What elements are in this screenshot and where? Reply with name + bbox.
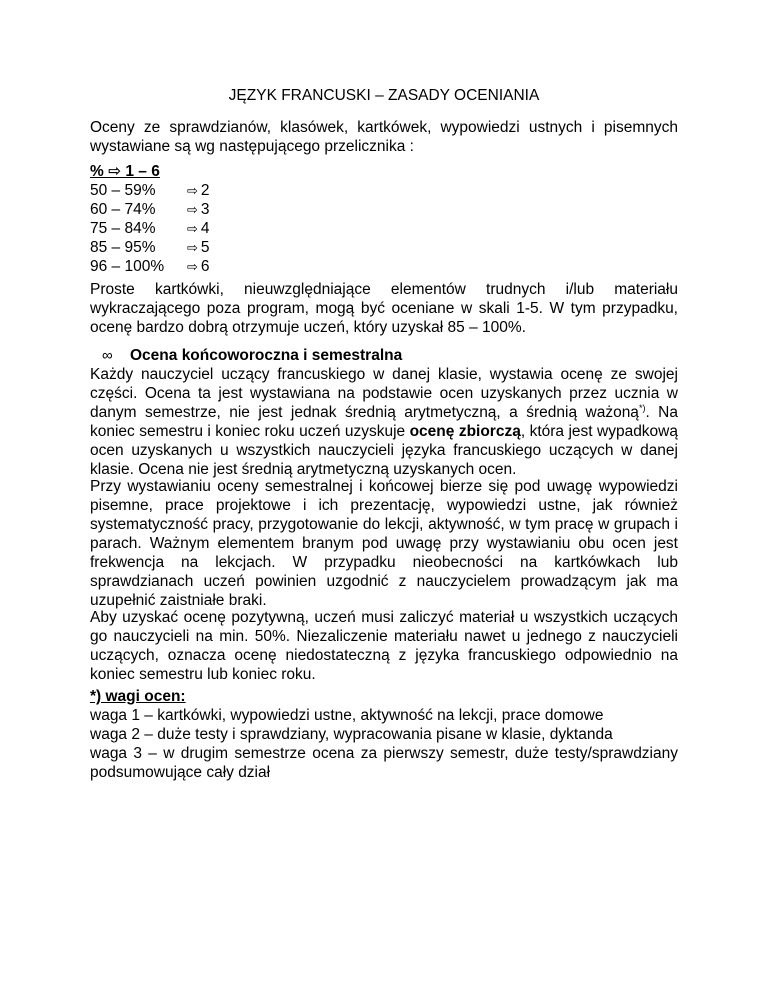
footnote-marker: *) [638,403,646,413]
weight-1-line: waga 1 – kartkówki, wypowiedzi ustne, aktywność na lekcji, prace domowe [90,707,604,724]
scale-row [90,257,290,276]
scale-range: 75 – 84% [90,220,156,237]
final-grade-bold: ocenę zbiorczą [409,423,521,440]
arrow-right-icon: ⇨ [187,259,198,274]
scale-grade [187,219,210,238]
scale-row [90,219,290,238]
final-grade-text-c: , która jest wypadkową ocen uzyskanych u wszystkich nauczycieli języka francuskiego uczących w danej klasie. Ocena nie jest średnią arytmetyczną uzyskanych ocen. [90,423,678,478]
scale-range: 85 – 95% [90,239,156,256]
arrow-right-icon: ⇨ [187,240,198,255]
scale-row [90,181,290,200]
grade-value: 2 [200,182,210,199]
scale-row [90,238,290,257]
scale-grade [187,181,210,200]
intro-paragraph: Oceny ze sprawdzianów, klasówek, kartkówek, wypowiedzi ustnych i pisemnych wystawiane są wg następującego przelicznika : [90,119,678,155]
scale-row [90,200,290,219]
arrow-right-icon: ⇨ [187,221,198,236]
scale-grade [187,257,210,276]
scale-range: 60 – 74% [90,201,156,218]
grade-value: 3 [200,201,210,218]
grade-value: 6 [200,258,210,275]
scale-header: % ⇨ 1 – 6 [90,163,160,180]
scale-grade [187,238,210,257]
weight-2-line: waga 2 – duże testy i sprawdziany, wypracowania pisane w klasie, dyktanda [90,726,613,743]
scale-range: 96 – 100% [90,258,165,275]
bullet-icon: ∞ [102,347,113,364]
document-title: JĘZYK FRANCUSKI – ZASADY OCENIANIA [228,87,540,104]
assessment-criteria-paragraph: Przy wystawianiu oceny semestralnej i końcowej bierze się pod uwagę wypowiedzi pisemne, prace projektowe i ich prezentację, wypowiedzi ustne, jak również systematyczność pracy, przygotowanie do lekcji, aktywność, w tym pracę w grupach i parach. Ważnym elementem branym pod uwagę przy wystawianiu obu ocen jest frekwencja na lekcjach. W przypadku nieobecności na kartkówkach lub sprawdzianach uczeń powinien uzgodnić z nauczycielem prowadzącym jak ma uzupełnić zaistniałe braki. [90,478,678,609]
weight-3-line: waga 3 – w drugim semestrze ocena za pierwszy semestr, duże testy/sprawdziany podsumowujące cały dział [90,745,678,781]
weights-heading: *) wagi ocen: [90,688,186,705]
scale-range: 50 – 59% [90,182,156,199]
arrow-right-icon: ⇨ [187,183,198,198]
arrow-right-icon: ⇨ [187,202,198,217]
final-grade-text-a: Każdy nauczyciel uczący francuskiego w danej klasie, wystawia ocenę ze swojej części. Ocena ta jest wystawiana na podstawie ocen uzyskanych przez ucznia w danym semestrze, nie jest jednak średnią arytmetyczną, a średnią ważoną [90,366,678,421]
grade-value: 4 [200,220,210,237]
section-heading: Ocena końcoworoczna i semestralna [130,347,403,364]
grade-value: 5 [200,239,210,256]
short-tests-paragraph: Proste kartkówki, nieuwzględniające elementów trudnych i/lub materiału wykraczającego poza program, mogą być oceniane w skali 1-5. W tym przypadku, ocenę bardzo dobrą otrzymuje uczeń, który uzyskał 85 – 100%. [90,281,678,336]
scale-grade [187,200,210,219]
passing-requirement-paragraph: Aby uzyskać ocenę pozytywną, uczeń musi zaliczyć materiał u wszystkich uczących go nauczycieli na min. 50%. Niezaliczenie materiału nawet u jednego z nauczycieli uczących, oznacza ocenę niedostateczną z języka francuskiego odpowiednio na koniec semestru lub koniec roku. [90,609,678,683]
final-grade-text-b: . Na koniec semestru i koniec roku uczeń uzyskuje [90,404,678,440]
final-grade-paragraph [90,365,678,479]
